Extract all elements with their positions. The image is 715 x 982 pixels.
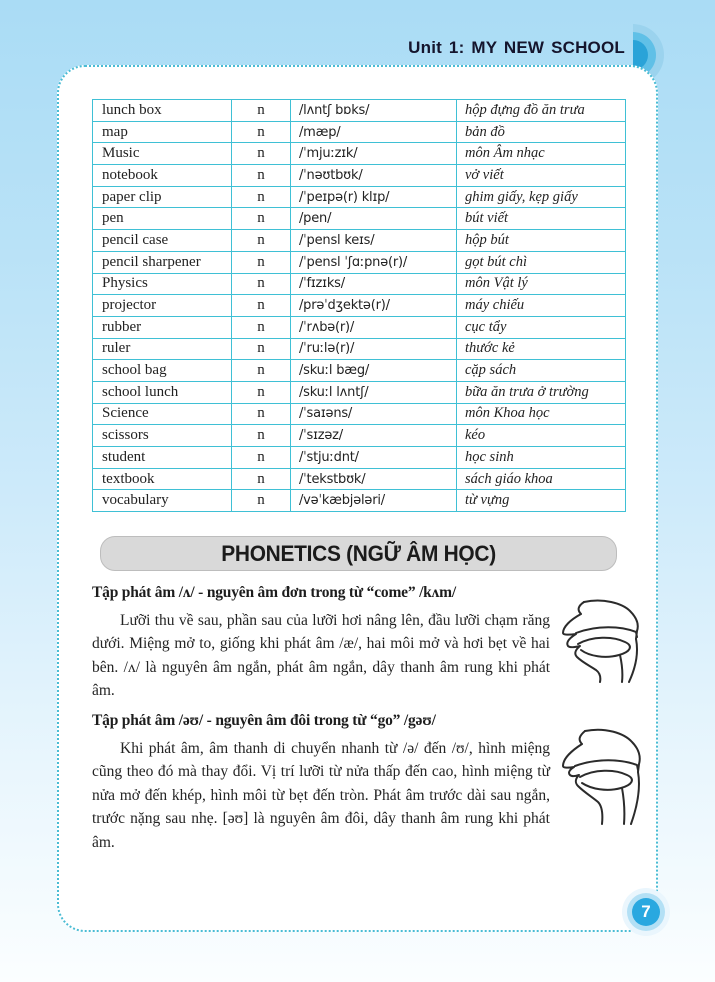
cell-word: textbook [93,468,232,490]
table-row [93,468,626,490]
cell-meaning: môn Âm nhạc [457,143,626,165]
cell-pos: n [232,143,291,165]
cell-pos: n [232,165,291,187]
table-row [93,338,626,360]
cell-meaning: thước kẻ [457,338,626,360]
cell-meaning: máy chiếu [457,295,626,317]
cell-ipa: /ˈpeɪpə(r) klɪp/ [291,186,457,208]
cell-meaning: hộp đựng đồ ăn trưa [457,100,626,122]
cell-meaning: môn Khoa học [457,403,626,425]
cell-ipa: /ˈnəʊtbʊk/ [291,165,457,187]
cell-meaning: cặp sách [457,360,626,382]
phonetics-section-2-body: Khi phát âm, âm thanh di chuyển nhanh từ /ə/ đến /ʊ/, hình miệng cũng theo đó mà thay đổi. Vị trí lưỡi từ nửa thấp đến cao, hình miệng từ nửa mở đến khép, hình môi từ bẹt đến tròn. Phát âm trước dài sau ngắn, trước nặng sau nhẹ. [əʊ] là nguyên âm đôi, dây thanh âm rung khi phát âm. [92,740,550,851]
table-row [93,295,626,317]
table-row [93,425,626,447]
cell-word: scissors [93,425,232,447]
cell-word: vocabulary [93,490,232,512]
cell-pos: n [232,208,291,230]
badge-circle [632,898,660,926]
phonetics-banner-label: PHONETICS (NGỮ ÂM HỌC) [221,540,496,566]
cell-meaning: từ vựng [457,490,626,512]
table-row [93,490,626,512]
cell-ipa: /ˈruːlə(r)/ [291,338,457,360]
cell-pos: n [232,230,291,252]
cell-word: Physics [93,273,232,295]
mouth-profile-diagram-icon [549,727,653,830]
cell-ipa: /ˈsɪzəz/ [291,425,457,447]
cell-pos: n [232,338,291,360]
table-row [93,165,626,187]
table-row [93,143,626,165]
cell-pos: n [232,447,291,469]
cell-ipa: /ˈrʌbə(r)/ [291,316,457,338]
cell-ipa: /ˈfɪzɪks/ [291,273,457,295]
cell-word: paper clip [93,186,232,208]
cell-word: lunch box [93,100,232,122]
table-row [93,403,626,425]
table-row [93,208,626,230]
cell-ipa: /mæp/ [291,121,457,143]
cell-pos: n [232,490,291,512]
cell-ipa: /prəˈdʒektə(r)/ [291,295,457,317]
cell-meaning: kéo [457,425,626,447]
cell-pos: n [232,295,291,317]
cell-word: notebook [93,165,232,187]
cell-word: pen [93,208,232,230]
cell-pos: n [232,468,291,490]
phonetics-banner [100,536,617,571]
cell-word: projector [93,295,232,317]
cell-ipa: /ˈpensl ˈʃɑːpnə(r)/ [291,251,457,273]
cell-meaning: gọt bút chì [457,251,626,273]
cell-pos: n [232,381,291,403]
cell-ipa: /ˈsaɪəns/ [291,403,457,425]
cell-meaning: sách giáo khoa [457,468,626,490]
cell-pos: n [232,425,291,447]
table-row [93,251,626,273]
table-row [93,186,626,208]
cell-pos: n [232,186,291,208]
cell-word: rubber [93,316,232,338]
cell-word: school lunch [93,381,232,403]
cell-meaning: môn Vật lý [457,273,626,295]
cell-pos: n [232,360,291,382]
cell-meaning: vở viết [457,165,626,187]
table-row [93,273,626,295]
cell-meaning: học sinh [457,447,626,469]
cell-word: pencil sharpener [93,251,232,273]
cell-ipa: /ˈmjuːzɪk/ [291,143,457,165]
cell-word: student [93,447,232,469]
cell-pos: n [232,121,291,143]
cell-ipa: /skuːl lʌntʃ/ [291,381,457,403]
cell-ipa: /lʌntʃ bɒks/ [291,100,457,122]
page-number: 7 [641,902,651,921]
phonetics-section-1-body: Lưỡi thu về sau, phần sau của lưỡi hơi nâng lên, đầu lưỡi chạm răng dưới. Miệng mở to, giống khi phát âm /æ/, hai môi mở và hơi bẹt về hai bên. /ʌ/ là nguyên âm ngắn, phát âm ngắn, dây thanh âm rung khi phát âm. [92,612,550,700]
cell-ipa: /vəˈkæbjələri/ [291,490,457,512]
vocab-table-body [93,100,626,512]
cell-ipa: /skuːl bæg/ [291,360,457,382]
cell-meaning: hộp bút [457,230,626,252]
table-row [93,121,626,143]
cell-ipa: /ˈpensl keɪs/ [291,230,457,252]
mouth-profile-diagram-icon [551,599,651,688]
table-row [93,316,626,338]
cell-meaning: bữa ăn trưa ở trường [457,381,626,403]
cell-ipa: /ˈstjuːdnt/ [291,447,457,469]
table-row [93,100,626,122]
cell-meaning: bút viết [457,208,626,230]
table-row [93,360,626,382]
cell-pos: n [232,273,291,295]
phonetics-section-2-heading: Tập phát âm /əʊ/ - nguyên âm đôi trong từ “go” /gəʊ/ [92,712,436,729]
table-row [93,447,626,469]
cell-pos: n [232,316,291,338]
cell-word: ruler [93,338,232,360]
page-number-badge [622,888,670,936]
cell-ipa: /ˈtekstbʊk/ [291,468,457,490]
cell-word: Science [93,403,232,425]
table-row [93,230,626,252]
vocab-table [92,99,626,512]
cell-word: map [93,121,232,143]
table-row [93,381,626,403]
cell-meaning: cục tẩy [457,316,626,338]
cell-word: Music [93,143,232,165]
cell-word: school bag [93,360,232,382]
cell-word: pencil case [93,230,232,252]
cell-meaning: ghim giấy, kẹp giấy [457,186,626,208]
cell-pos: n [232,403,291,425]
cell-pos: n [232,100,291,122]
unit-title: Unit 1: MY NEW SCHOOL [408,38,625,57]
cell-meaning: bản đồ [457,121,626,143]
cell-pos: n [232,251,291,273]
cell-ipa: /pen/ [291,208,457,230]
phonetics-section-1-heading: Tập phát âm /ʌ/ - nguyên âm đơn trong từ “come” /kʌm/ [92,584,456,601]
